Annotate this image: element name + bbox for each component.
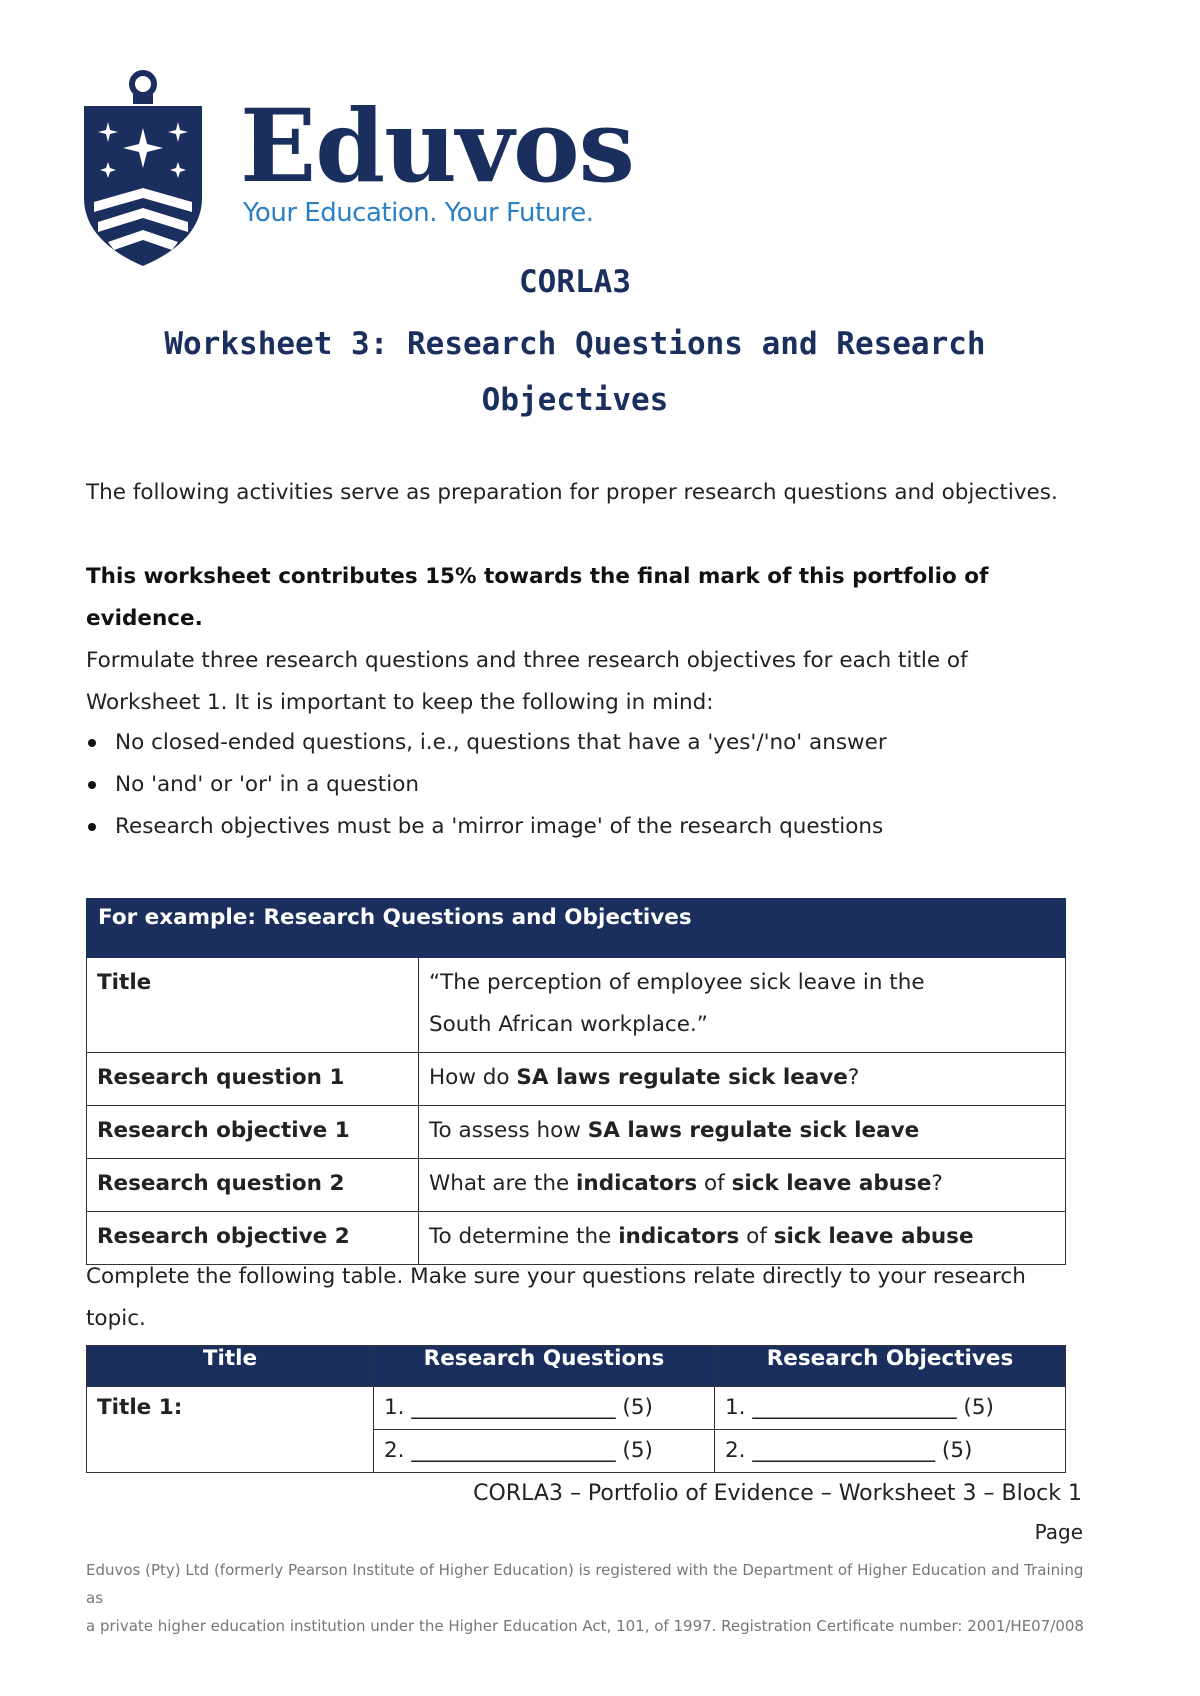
- col-header-questions: Research Questions: [374, 1346, 715, 1387]
- col-header-title: Title: [87, 1346, 374, 1387]
- course-code: CORLA3: [519, 264, 631, 300]
- logo-tagline: Your Education. Your Future.: [243, 198, 594, 228]
- row-value: To determine the indicators of sick leave abuse: [419, 1212, 1066, 1265]
- eduvos-logo-shield: [84, 70, 202, 266]
- footer-page: Page: [1034, 1520, 1083, 1544]
- row-value: How do SA laws regulate sick leave?: [419, 1053, 1066, 1106]
- bullet-icon: [88, 781, 96, 789]
- title-value: “The perception of employee sick leave in the South African workplace.”: [419, 958, 1066, 1053]
- answer-table: [86, 1345, 1066, 1473]
- guideline-item: No 'and' or 'or' in a question: [86, 764, 1086, 806]
- guideline-item: Research objectives must be a 'mirror image' of the research questions: [86, 806, 1086, 848]
- bullet-icon: [88, 823, 96, 831]
- objective-2-field[interactable]: 2. _________________ (5): [715, 1430, 1066, 1473]
- table-row: [87, 1159, 1066, 1212]
- title-label: Title: [87, 958, 419, 1053]
- objective-1-field[interactable]: 1. ___________________ (5): [715, 1387, 1066, 1430]
- instructions-line1: Formulate three research questions and three research objectives for each title of: [86, 648, 968, 673]
- footer-legal: Eduvos (Pty) Ltd (formerly Pearson Institute of Higher Education) is registered with the Department of Higher Education and Training as a private higher education institution under the Higher Education Act, 101, of 1997. Registration Certificate number: 2001/HE07/008: [86, 1561, 1084, 1635]
- table-row: [87, 1387, 1066, 1430]
- table-row: [87, 1053, 1066, 1106]
- question-1-field[interactable]: 1. ___________________ (5): [374, 1387, 715, 1430]
- intro-paragraph: The following activities serve as preparation for proper research questions and objectives.: [86, 480, 1058, 505]
- col-header-objectives: Research Objectives: [715, 1346, 1066, 1387]
- contribution-note: This worksheet contributes 15% towards the final mark of this portfolio of evidence.: [86, 564, 989, 631]
- instructions-paragraph: [86, 640, 1066, 724]
- row-label: Research question 2: [87, 1159, 419, 1212]
- logo-wordmark: Eduvos: [240, 87, 634, 205]
- bullet-icon: [88, 739, 96, 747]
- row-label: Research objective 1: [87, 1106, 419, 1159]
- complete-instruction: Complete the following table. Make sure your questions relate directly to your research topic.: [86, 1264, 1026, 1331]
- guideline-item: No closed-ended questions, i.e., questions that have a 'yes'/'no' answer: [86, 722, 1086, 764]
- table-row: [87, 958, 1066, 1053]
- row-label: Research question 1: [87, 1053, 419, 1106]
- worksheet-title-line2: Objectives: [481, 382, 669, 418]
- table-row: [87, 1106, 1066, 1159]
- guideline-list: [86, 722, 1086, 848]
- worksheet-title-line1: Worksheet 3: Research Questions and Research: [164, 326, 986, 362]
- footer-doc-info: CORLA3 – Portfolio of Evidence – Worksheet 3 – Block 1: [473, 1481, 1082, 1506]
- example-table-header: For example: Research Questions and Objectives: [87, 899, 1066, 958]
- example-table: [86, 898, 1066, 1265]
- question-2-field[interactable]: 2. ___________________ (5): [374, 1430, 715, 1473]
- instructions-line2: Worksheet 1. It is important to keep the following in mind:: [86, 690, 714, 715]
- row-label-title-1: Title 1:: [87, 1387, 374, 1473]
- worksheet-title: [100, 316, 1050, 428]
- row-value: To assess how SA laws regulate sick leave: [419, 1106, 1066, 1159]
- row-label: Research objective 2: [87, 1212, 419, 1265]
- row-value: What are the indicators of sick leave abuse?: [419, 1159, 1066, 1212]
